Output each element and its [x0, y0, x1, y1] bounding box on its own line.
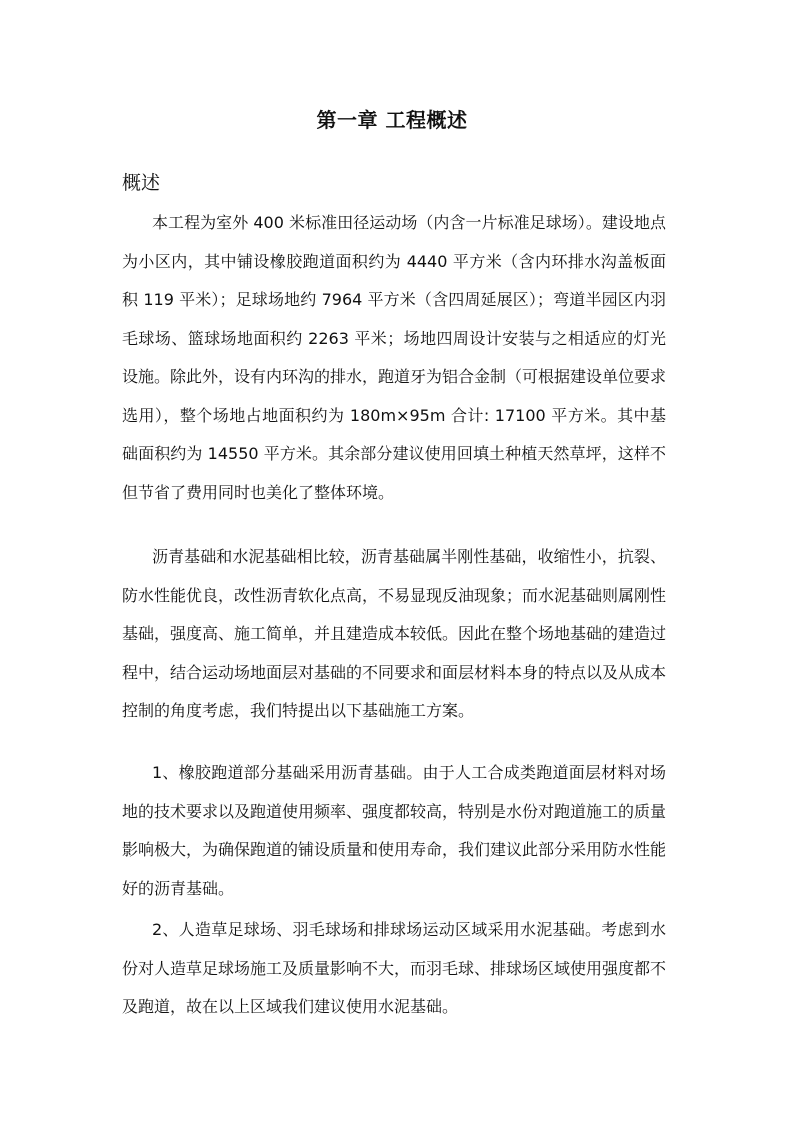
paragraph-foundation-comparison: 沥青基础和水泥基础相比较，沥青基础属半刚性基础，收缩性小，抗裂、防水性能优良，改性沥青软化点高，不易显现反油现象；而水泥基础则属刚性基础，强度高、施工简单，并且建造成本较低。因此在整个场地基础的建造过程中，结合运动场地面层对基础的不同要求和面层材料本身的特点以及从成本控制的角度考虑，我们特提出以下基础施工方案。	[122, 547, 667, 720]
paragraph-project-overview: 本工程为室外 400 米标准田径运动场（内含一片标准足球场）。建设地点为小区内，其中铺设橡胶跑道面积约为 4440 平方米（含内环排水沟盖板面积 119 平米）；足球场地约 7964 平方米（含四周延展区）；弯道半园区内羽毛球场、篮球场地面积约 2263 平米；场地四周设计安装与之相适应的灯光设施。除此外，设有内环沟的排水，跑道牙为铝合金制（可根据建设单位要求选用），整个场地占地面积约为 180m×95m 合计: 17100 平方米。其中基础面积约为 14550 平方米。其余部分建议使用回填土种植天然草坪，这样不但节省了费用同时也美化了整体环境。	[122, 213, 667, 502]
section-heading: 概述	[122, 172, 161, 194]
chapter-title: 第一章 工程概述	[316, 108, 468, 132]
paragraph-asphalt-foundation: 1、橡胶跑道部分基础采用沥青基础。由于人工合成类跑道面层材料对场地的技术要求以及跑道使用频率、强度都较高，特别是水份对跑道施工的质量影响极大，为确保跑道的铺设质量和使用寿命，我们建议此部分采用防水性能好的沥青基础。	[122, 763, 667, 898]
paragraph-cement-foundation: 2、人造草足球场、羽毛球场和排球场运动区域采用水泥基础。考虑到水份对人造草足球场施工及质量影响不大，而羽毛球、排球场区域使用强度都不及跑道，故在以上区域我们建议使用水泥基础。	[122, 920, 667, 1016]
